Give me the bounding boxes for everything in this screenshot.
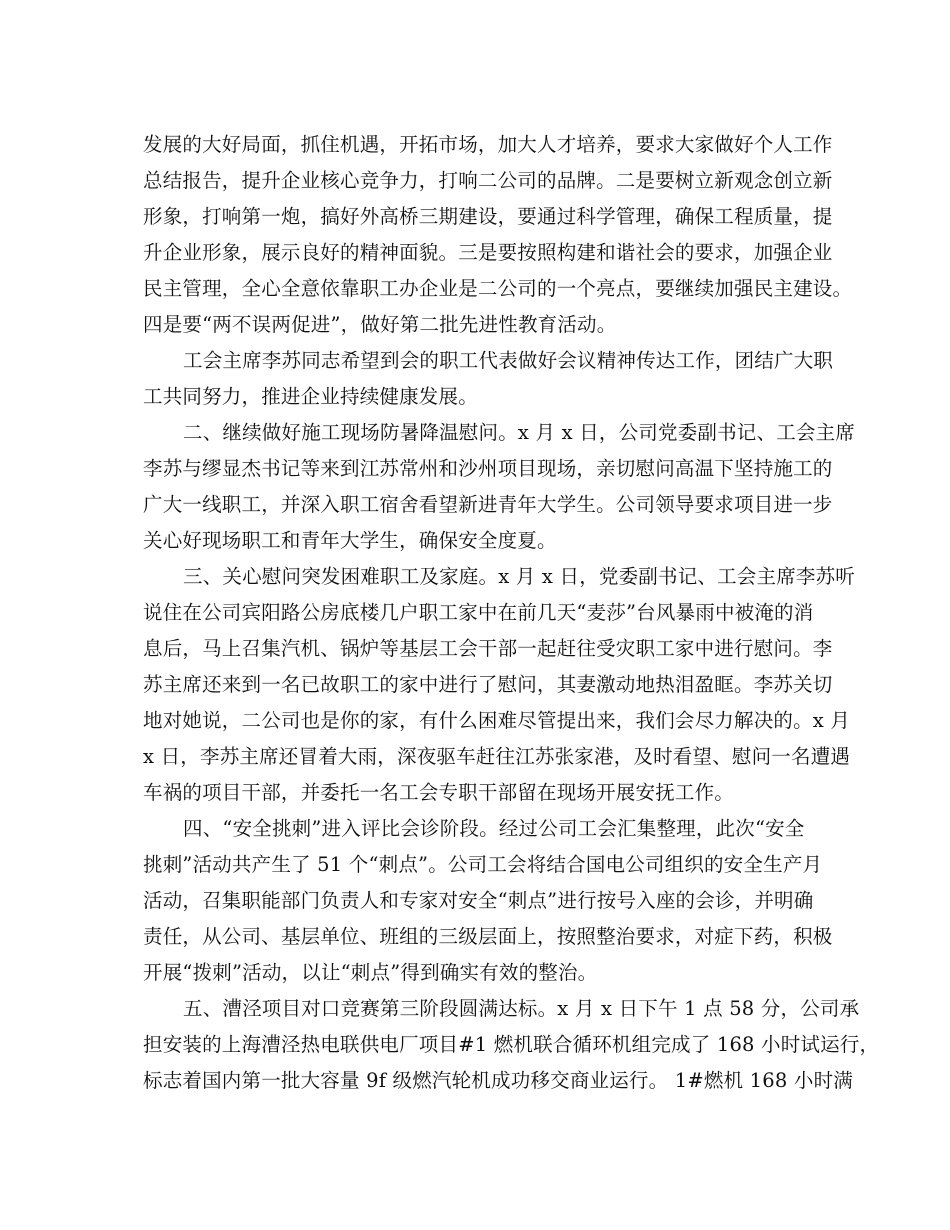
paragraph-first-line: 五、漕泾项目对口竞赛第三阶段圆满达标。x 月 x 日下午 1 点 58 分，公司承 bbox=[183, 997, 860, 1020]
text-line: 关心好现场职工和青年大学生，确保安全度夏。 bbox=[143, 529, 557, 552]
paragraph-first-line: 二、继续做好施工现场防暑降温慰问。x 月 x 日，公司党委副书记、工会主席 bbox=[183, 421, 855, 444]
text-line: 地对她说，二公司也是你的家，有什么困难尽管提出来，我们会尽力解决的。x 月 bbox=[143, 709, 851, 732]
paragraph-first-line: 工会主席李苏同志希望到会的职工代表做好会议精神传达工作，团结广大职 bbox=[183, 349, 834, 372]
text-line: 息后，马上召集汽机、锅炉等基层工会干部一起赶往受灾职工家中进行慰问。李 bbox=[143, 637, 833, 660]
text-line: 说住在公司宾阳路公房底楼几户职工家中在前几天“麦莎”台风暴雨中被淹的消 bbox=[143, 601, 814, 624]
paragraph-first-line: 三、关心慰问突发困难职工及家庭。x 月 x 日，党委副书记、工会主席李苏听 bbox=[183, 565, 855, 588]
text-line: 担安装的上海漕泾热电联供电厂项目#1 燃机联合循环机组完成了 168 小时试运行， bbox=[143, 1033, 880, 1056]
text-line: 开展“拨刺”活动，以让“刺点”得到确实有效的整治。 bbox=[143, 961, 598, 984]
text-line: 挑刺”活动共产生了 51 个“刺点”。公司工会将结合国电公司组织的安全生产月 bbox=[143, 853, 823, 876]
text-line: 责任，从公司、基层单位、班组的三级层面上，按照整治要求，对症下药，积极 bbox=[143, 925, 833, 948]
paragraph-first-line: 四、“安全挑刺”进入评比会诊阶段。经过公司工会汇集整理，此次“安全 bbox=[183, 817, 805, 840]
text-line: 民主管理，全心全意依靠职工办企业是二公司的一个亮点，要继续加强民主建设。 bbox=[143, 277, 853, 300]
text-line: 李苏与缪显杰书记等来到江苏常州和沙州项目现场，亲切慰问高温下坚持施工的 bbox=[143, 457, 833, 480]
text-line: 活动，召集职能部门负责人和专家对安全“刺点”进行按号入座的会诊，并明确 bbox=[143, 889, 814, 912]
text-line: x 日，李苏主席还冒着大雨，深夜驱车赶往江苏张家港，及时看望、慰问一名遭遇 bbox=[143, 745, 851, 768]
text-line: 广大一线职工，并深入职工宿舍看望新进青年大学生。公司领导要求项目进一步 bbox=[143, 493, 833, 516]
text-line: 升企业形象，展示良好的精神面貌。三是要按照构建和谐社会的要求，加强企业 bbox=[143, 241, 833, 264]
text-line: 形象，打响第一炮，搞好外高桥三期建设，要通过科学管理，确保工程质量，提 bbox=[143, 205, 833, 228]
document-body bbox=[143, 127, 880, 1099]
text-line: 工共同努力，推进企业持续健康发展。 bbox=[143, 385, 478, 408]
text-line: 苏主席还来到一名已故职工的家中进行了慰问，其妻激动地热泪盈眶。李苏关切 bbox=[143, 673, 833, 696]
text-line: 标志着国内第一批大容量 9f 级燃汽轮机成功移交商业运行。 1#燃机 168 小时满 bbox=[143, 1069, 853, 1092]
text-line: 发展的大好局面，抓住机遇，开拓市场，加大人才培养，要求大家做好个人工作 bbox=[143, 133, 833, 156]
text-line: 总结报告，提升企业核心竞争力，打响二公司的品牌。二是要树立新观念创立新 bbox=[143, 169, 833, 192]
text-line: 四是要“两不误两促进”，做好第二批先进性教育活动。 bbox=[143, 313, 617, 336]
text-line: 车祸的项目干部，并委托一名工会专职干部留在现场开展安抚工作。 bbox=[143, 781, 735, 804]
